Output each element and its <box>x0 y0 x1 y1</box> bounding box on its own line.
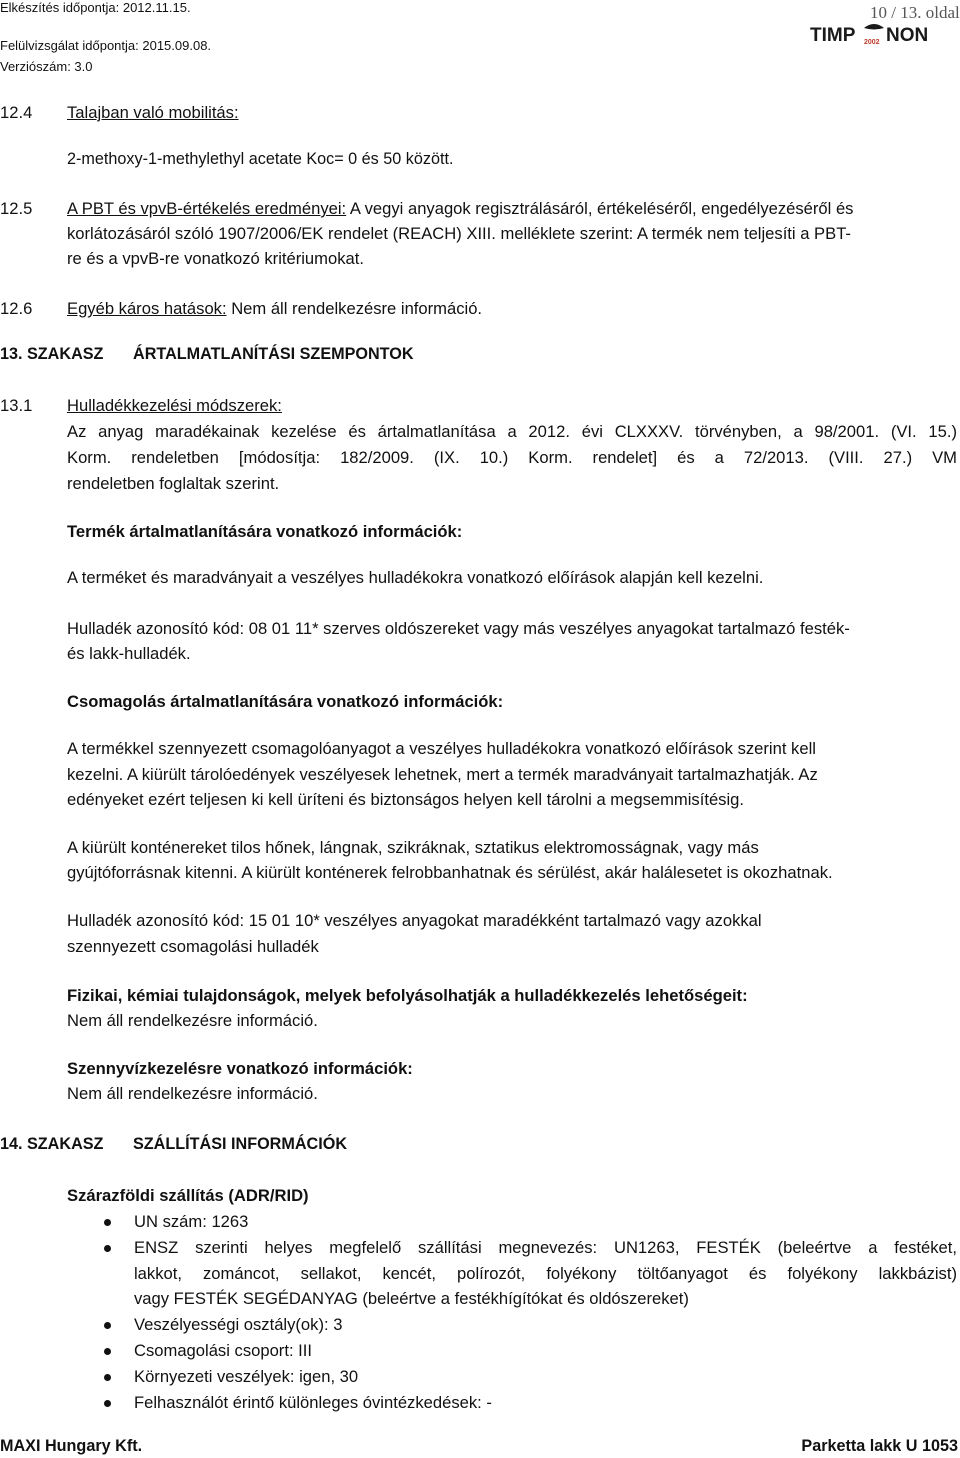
section-12-6-line <box>67 299 482 319</box>
section-12-6-number: 12.6 <box>0 299 33 318</box>
section-12-6-text: Nem áll rendelkezésre információ. <box>226 299 483 318</box>
section-12-5-line1 <box>67 199 853 219</box>
list-item-continuation: vagy FESTÉK SEGÉDANYAG (beleértve a festékhígítókat és oldószereket) <box>134 1289 689 1308</box>
logo-left-text: TIMP <box>810 25 856 46</box>
product-disposal-heading: Termék ártalmatlanítására vonatkozó információk: <box>67 522 463 541</box>
footer-company: MAXI Hungary Kft. <box>0 1437 143 1455</box>
waste-code-1-line1: Hulladék azonosító kód: 08 01 11* szerves oldószereket vagy más veszélyes anyagokat tartalmazó festék- <box>67 619 850 638</box>
section-13-1-p1-line1: Az anyag maradékainak kezelése és ártalmatlanítása a 2012. évi CLXXXV. törvényben, a 98/2001. (VI. 15.) <box>67 422 957 441</box>
bullet-icon <box>104 1322 111 1329</box>
company-logo <box>810 22 932 46</box>
section-13-1-p1-line2: Korm. rendeletben [módosítja: 182/2009. (IX. 10.) Korm. rendelet] és a 72/2013. (VIII. 27.) VM <box>67 448 957 467</box>
section-12-5-line1-rest: A vegyi anyagok regisztrálásáról, értékeléséről, engedélyezéséről és <box>346 199 854 218</box>
list-item-continuation: lakkot, zománcot, sellakot, kencét, polírozót, folyékony töltőanyagot és folyékony lakkbázist) <box>134 1264 957 1283</box>
logo-right-text: NON <box>886 25 929 46</box>
section-13-1-p1-line3: rendeletben foglaltak szerint. <box>67 474 280 493</box>
section-13-heading-number: 13. SZAKASZ <box>0 345 104 363</box>
logo-swoosh-icon <box>864 24 884 30</box>
packaging-disposal-heading: Csomagolás ártalmatlanítására vonatkozó információk: <box>67 692 504 711</box>
section-12-5-number: 12.5 <box>0 199 33 218</box>
section-12-4-title: Talajban való mobilitás: <box>67 103 239 122</box>
version-number: Verziószám: 3.0 <box>0 59 93 74</box>
logo-year-text: 2002 <box>864 39 880 46</box>
section-13-1-number: 13.1 <box>0 396 33 415</box>
section-12-5-line2: korlátozásáról szóló 1907/2006/EK rendelet (REACH) XIII. melléklete szerint: A termék nem teljesíti a PBT- <box>67 224 851 243</box>
product-disposal-text: A terméket és maradványait a veszélyes hulladékokra vonatkozó előírások alapján kell kezelni. <box>67 568 764 587</box>
waste-code-2-line1: Hulladék azonosító kód: 15 01 10* veszélyes anyagokat maradékként tartalmazó vagy azokkal <box>67 911 762 930</box>
bullet-icon <box>104 1245 111 1252</box>
packaging-p1-line3: edényeket ezért teljesen ki kell üríteni és biztonságos helyen kell tárolni a megsemmisítésig. <box>67 790 744 809</box>
list-item: UN szám: 1263 <box>134 1212 249 1231</box>
packaging-p1-line1: A termékkel szennyezett csomagolóanyagot a veszélyes hulladékokra vonatkozó előírások szerint kell <box>67 739 816 758</box>
section-13-1-title: Hulladékkezelési módszerek: <box>67 396 282 415</box>
list-item: ENSZ szerinti helyes megfelelő szállítási megnevezés: UN1263, FESTÉK (beleértve a festéket, <box>134 1238 957 1257</box>
waste-code-2-line2: szennyezett csomagolási hulladék <box>67 937 319 956</box>
list-item: Csomagolási csoport: III <box>134 1341 312 1360</box>
wastewater-heading: Szennyvízkezelésre vonatkozó információk: <box>67 1059 413 1078</box>
physical-chemical-heading: Fizikai, kémiai tulajdonságok, melyek befolyásolhatják a hulladékkezelés lehetőségeit: <box>67 986 748 1005</box>
land-transport-heading: Szárazföldi szállítás (ADR/RID) <box>67 1186 309 1205</box>
section-12-6-title: Egyéb káros hatások: <box>67 299 227 318</box>
packaging-p2-line1: A kiürült konténereket tilos hőnek, lángnak, szikráknak, sztatikus elektromosságnak, vagy más <box>67 838 759 857</box>
created-date: Elkészítés időpontja: 2012.11.15. <box>0 0 191 15</box>
waste-code-1-line2: és lakk-hulladék. <box>67 644 191 663</box>
wastewater-text: Nem áll rendelkezésre információ. <box>67 1084 318 1103</box>
packaging-p2-line2: gyújtóforrásnak kitenni. A kiürült konténerek felrobbanhatnak és sérülést, akár halálesetet is okozhatnak. <box>67 863 833 882</box>
packaging-p1-line2: kezelni. A kiürült tárolóedények veszélyesek lehetnek, mert a termék maradványait tartalmazhatják. Az <box>67 765 818 784</box>
section-12-5-title: A PBT és vpvB-értékelés eredményei: <box>67 199 347 218</box>
footer-product: Parketta lakk U 1053 <box>801 1437 958 1455</box>
section-14-heading-number: 14. SZAKASZ <box>0 1135 104 1153</box>
bullet-icon <box>104 1219 111 1226</box>
page-number: 10 / 13. oldal <box>870 3 960 22</box>
section-13-heading-title: ÁRTALMATLANÍTÁSI SZEMPONTOK <box>133 345 414 363</box>
bullet-icon <box>104 1400 111 1407</box>
section-14-heading-title: SZÁLLÍTÁSI INFORMÁCIÓK <box>133 1135 348 1153</box>
reviewed-date: Felülvizsgálat időpontja: 2015.09.08. <box>0 38 212 53</box>
list-item: Felhasználót érintő különleges óvintézkedések: - <box>134 1393 492 1412</box>
section-12-4-number: 12.4 <box>0 103 33 122</box>
bullet-icon <box>104 1374 111 1381</box>
section-12-4-text: 2-methoxy-1-methylethyl acetate Koc= 0 és 50 között. <box>67 150 454 168</box>
bullet-icon <box>104 1348 111 1355</box>
section-12-5-line3: re és a vpvB-re vonatkozó kritériumokat. <box>67 249 364 268</box>
list-item: Veszélyességi osztály(ok): 3 <box>134 1315 343 1334</box>
physical-chemical-text: Nem áll rendelkezésre információ. <box>67 1011 318 1030</box>
list-item: Környezeti veszélyek: igen, 30 <box>134 1367 359 1386</box>
